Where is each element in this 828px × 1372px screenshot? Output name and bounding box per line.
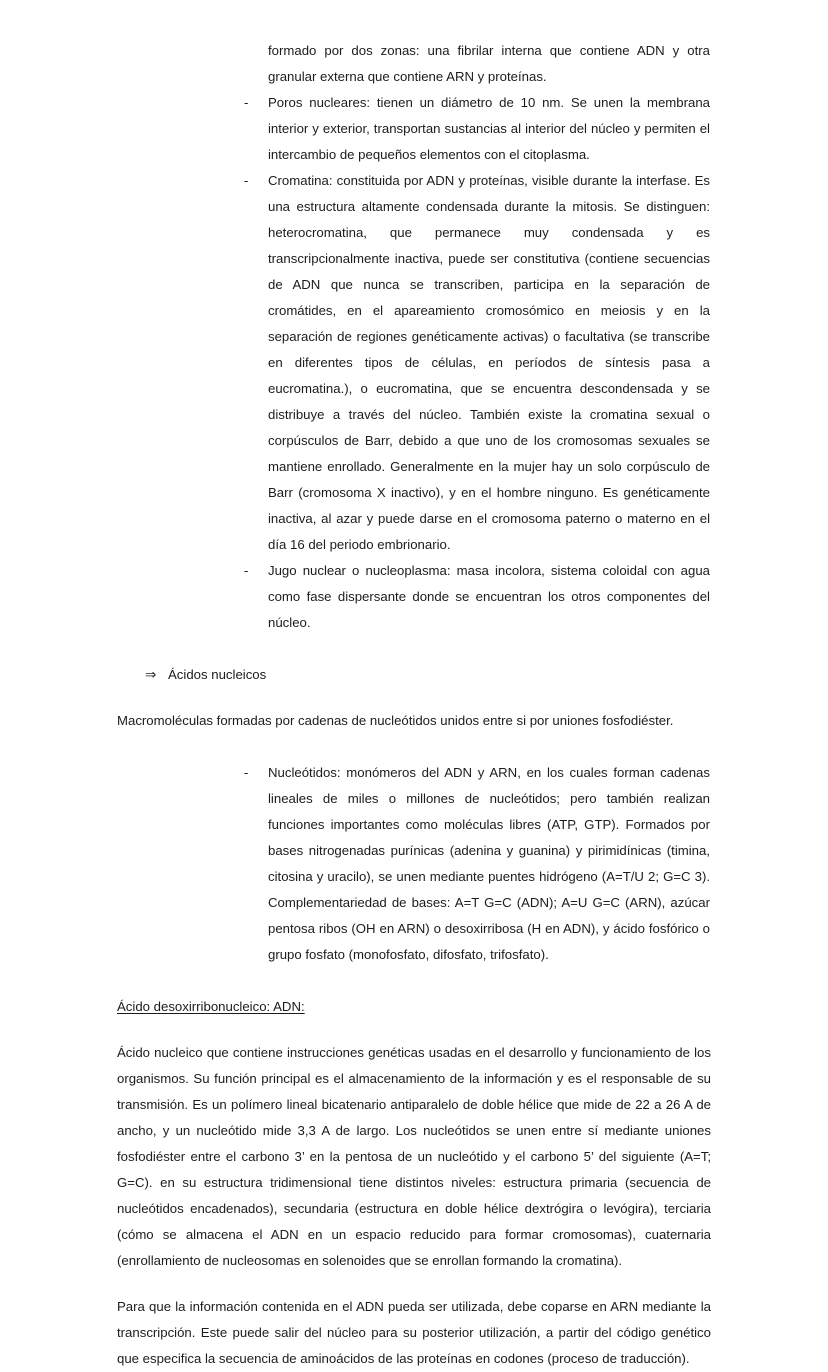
adn-paragraph-1-block [117, 1040, 711, 1274]
list-item-label: Jugo nuclear o nucleoplasma: masa incolora, sistema coloidal con agua como fase dispersante donde se encuentran los otros componentes del núcleo. [268, 563, 710, 630]
spacer [0, 1274, 828, 1294]
list-item [244, 760, 710, 968]
subheading-adn [117, 994, 711, 1020]
dash-bullet-icon: - [244, 563, 249, 578]
spacer [0, 734, 828, 760]
paragraph-text: Ácido nucleico que contiene instrucciones genéticas usadas en el desarrollo y funcionamiento de los organismos. Su función principal es el almacenamiento de la información y es el responsable de su transmisión. Es un polímero lineal bicatenario antiparalelo de doble hélice que mide de 22 a 26 A de ancho, y un nucleótido mide 3,3 A de largo. Los nucleótidos se unen entre sí mediante uniones fosfodiéster entre el carbono 3’ en la pentosa de un nucleótido y el carbono 5’ del siguiente (A=T; G=C). en su estructura tridimensional tiene distintos niveles: estructura primaria (secuencia de nucleótidos encadenados), secundaria (estructura en doble hélice dextrógira o levógira), terciaria (cómo se almacena el ADN en un espacio reducido para formar cromosomas), cuaternaria (enrollamiento de nucleosomas en solenoides que se enrollan formando la cromatina). [117, 1045, 711, 1268]
nucleotidos-list [0, 760, 828, 968]
document-text-body [0, 38, 828, 1372]
list-item [244, 90, 710, 168]
orphan-intro-paragraph [268, 38, 710, 90]
list-item [244, 168, 710, 558]
paragraph-text: Para que la información contenida en el ADN pueda ser utilizada, debe coparse en ARN mediante la transcripción. Este puede salir del núcleo para su posterior utilización, a partir del código genético que especifica la secuencia de aminoácidos de las proteínas en codones (proceso de traducción). [117, 1299, 711, 1366]
paragraph-text: Macromoléculas formadas por cadenas de nucleótidos unidos entre si por uniones fosfodiéster. [117, 713, 674, 728]
dash-bullet-icon: - [244, 95, 249, 110]
spacer [0, 1020, 828, 1040]
list-item-label: Nucleótidos: monómeros del ADN y ARN, en los cuales forman cadenas lineales de miles o millones de nucleótidos; pero también realizan funciones importantes como moléculas libres (ATP, GTP). Formados por bases nitrogenadas purínicas (adenina y guanina) y pirimidínicas (timina, citosina y uracilo), se unen mediante puentes hidrógeno (A=T/U 2; G=C 3). Complementariedad de bases: A=T G=C (ADN); A=U G=C (ARN), azúcar pentosa ribos (OH en ARN) o desoxirribosa (H en ADN), y ácido fosfórico o grupo fosfato (monofosfato, difosfato, trifosfato). [268, 765, 710, 962]
orphan-intro-text: formado por dos zonas: una fibrilar interna que contiene ADN y otra granular externa que contiene ARN y proteínas. [268, 43, 710, 84]
spacer [0, 636, 828, 662]
dash-bullet-icon: - [244, 765, 249, 780]
adn-paragraph-2-block [117, 1294, 711, 1372]
subheading-label: Ácido desoxirribonucleico: ADN: [117, 999, 305, 1014]
list-item-label: Cromatina: constituida por ADN y proteínas, visible durante la interfase. Es una estructura altamente condensada durante la mitosis. Se distinguen: heterocromatina, que permanece muy condensada y es transcripcionalmente inactiva, puede ser constitutiva (contiene secuencias de ADN que nunca se transcriben, participa en la separación de cromátides, en el apareamiento cromosómico en meiosis y en la separación de regiones genéticamente activas) o facultativa (se transcribe en diferentes tipos de células, en períodos de síntesis pasa a eucromatina.), o eucromatina, que se encuentra descondensada y se distribuye a través del núcleo. También existe la cromatina sexual o corpúsculos de Barr, debido a que uno de los cromosomas sexuales se mantiene enrollado. Generalmente en la mujer hay un solo corpúsculo de Barr (cromosoma X inactivo), y en el hombre ninguno. Es genéticamente inactiva, al azar y puede darse en el cromosoma paterno o materno en el día 16 del periodo embrionario. [268, 173, 710, 552]
section-heading-label: Ácidos nucleicos [168, 667, 267, 682]
double-arrow-right-icon: ⇒ [145, 667, 157, 683]
acidos-nucleicos-intro-block [117, 708, 711, 734]
spacer [0, 688, 828, 708]
list-item-label: Poros nucleares: tienen un diámetro de 10 nm. Se unen la membrana interior y exterior, transportan sustancias al interior del núcleo y permiten el intercambio de pequeños elementos con el citoplasma. [268, 95, 710, 162]
list-item [244, 558, 710, 636]
spacer [0, 968, 828, 994]
nucleus-components-list [0, 90, 828, 636]
dash-bullet-icon: - [244, 173, 249, 188]
section-heading-acidos-nucleicos [145, 662, 711, 688]
